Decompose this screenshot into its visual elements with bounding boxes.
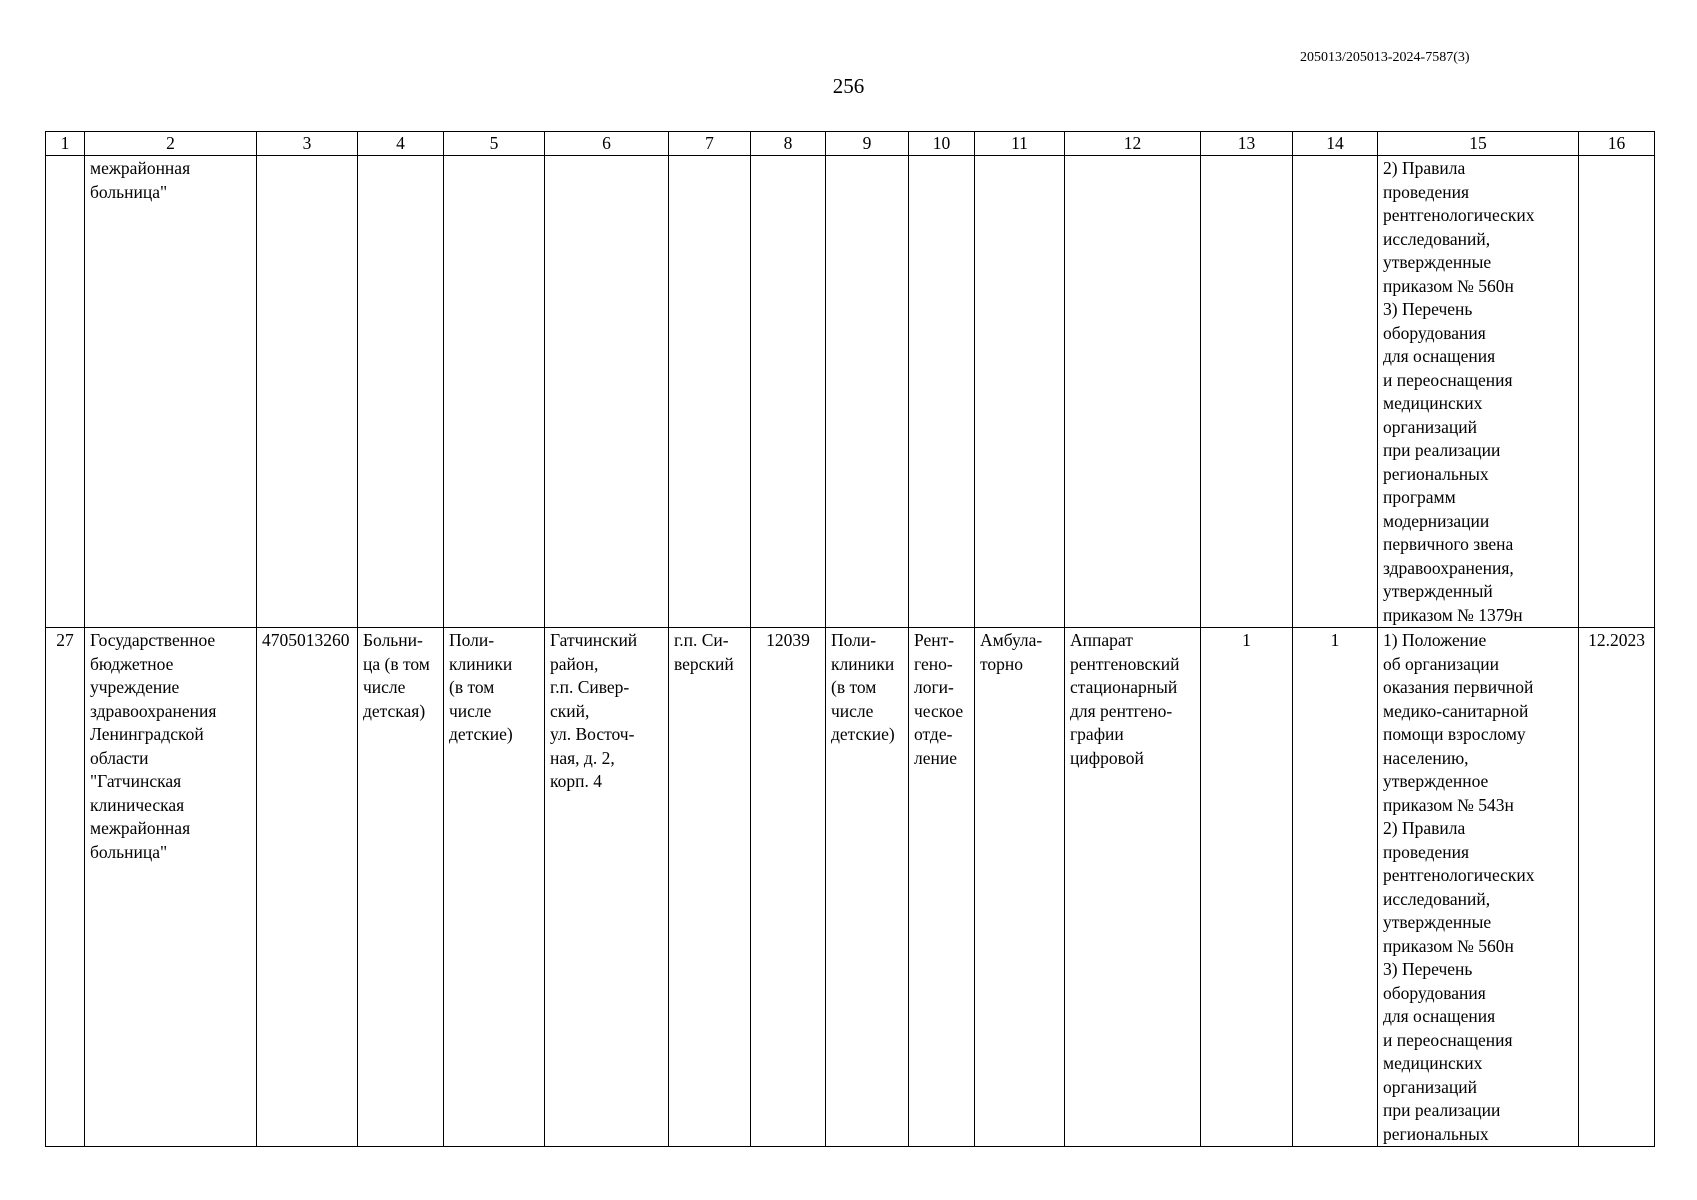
cell-text-line: утвержденное <box>1383 771 1489 791</box>
organization-name-cell <box>85 156 257 628</box>
cell-empty <box>826 156 909 628</box>
organization-name-cell <box>85 628 257 1147</box>
header-cell: 1 <box>46 132 85 156</box>
cell-empty <box>1201 156 1293 628</box>
cell-text-line: оборудования <box>1383 982 1486 1003</box>
cell-text-line: район, <box>550 653 599 674</box>
cell-text-line: логи- <box>914 677 954 697</box>
cell-text-line: графии <box>1070 724 1124 744</box>
cell-text-line: организаций <box>1383 416 1477 437</box>
cell-text-line: рентгенологических <box>1383 865 1535 885</box>
cell-text-line: области <box>90 747 149 768</box>
header-cell: 7 <box>669 132 751 156</box>
cell-text-line: Гатчинский <box>550 630 638 650</box>
table-row-27 <box>46 628 1655 1147</box>
department-type-cell <box>444 628 545 1147</box>
regulations-cell <box>1378 156 1579 628</box>
cell-text-line: ная, д. 2, <box>550 747 615 768</box>
cell-text-line: ческое <box>914 700 964 721</box>
cell-text-line: клиническая <box>90 794 185 815</box>
cell-text-line: верский <box>674 653 734 674</box>
cell-text-line: 1) Положение <box>1383 630 1487 650</box>
cell-empty <box>1293 156 1378 628</box>
cell-text-line: детские) <box>449 724 513 744</box>
cell-text-line: клиники <box>449 653 513 674</box>
header-cell: 8 <box>751 132 826 156</box>
cell-text-line: числе <box>449 700 492 721</box>
cell-text-line: клиники <box>831 653 895 674</box>
cell-text-line: (в том <box>449 677 495 697</box>
cell-text-line: торно <box>980 653 1024 674</box>
header-cell: 6 <box>545 132 669 156</box>
cell-text-line: г.п. Сивер- <box>550 677 630 697</box>
cell-empty <box>751 156 826 628</box>
header-cell: 2 <box>85 132 257 156</box>
cell-text-line: корп. 4 <box>550 771 602 791</box>
cell-text-line: исследований, <box>1383 228 1491 249</box>
header-cell: 5 <box>444 132 545 156</box>
header-cell: 10 <box>909 132 975 156</box>
cell-text-line: и переоснащения <box>1383 1029 1513 1050</box>
quantity-cell: 1 <box>1293 628 1378 1147</box>
date-cell: 12.2023 <box>1579 628 1655 1147</box>
cell-text-line: детская) <box>363 700 426 721</box>
cell-text-line: региональных <box>1383 463 1489 484</box>
register-table <box>45 131 1655 1147</box>
cell-text-line: ский, <box>550 700 590 721</box>
cell-text-line: для оснащения <box>1383 1006 1496 1026</box>
cell-text-line: (в том <box>831 677 877 697</box>
header-cell: 11 <box>975 132 1065 156</box>
cell-text-line: г.п. Си- <box>674 630 729 650</box>
cell-text-line: ление <box>914 747 957 768</box>
cell-text-line: Аппарат <box>1070 630 1133 650</box>
cell-text-line: Поли- <box>831 630 877 650</box>
cell-empty <box>1579 156 1655 628</box>
cell-text-line: помощи взрослому <box>1383 724 1526 744</box>
cell-text-line: 3) Перечень <box>1383 299 1473 319</box>
cell-empty <box>909 156 975 628</box>
row-number-cell: 27 <box>46 628 85 1147</box>
cell-text-line: 3) Перечень <box>1383 959 1473 979</box>
header-cell: 16 <box>1579 132 1655 156</box>
cell-text-line: цифровой <box>1070 747 1144 768</box>
cell-empty <box>358 156 444 628</box>
cell-text-line: при реализации <box>1383 1100 1501 1120</box>
cell-text-line: гено- <box>914 653 953 674</box>
quantity-cell: 1 <box>1201 628 1293 1147</box>
cell-text-line: Амбула- <box>980 630 1043 650</box>
cell-text-line: ца (в том <box>363 653 430 674</box>
cell-text-line: об организации <box>1383 653 1499 674</box>
cell-text-line: отде- <box>914 724 953 744</box>
cell-text-line: числе <box>831 700 874 721</box>
header-cell: 4 <box>358 132 444 156</box>
locality-cell <box>669 628 751 1147</box>
cell-text-line: бюджетное <box>90 653 174 674</box>
cell-empty <box>669 156 751 628</box>
cell-text-line: программ <box>1383 487 1456 507</box>
cell-text-line: приказом № 560н <box>1383 275 1514 296</box>
cell-text-line: для оснащения <box>1383 346 1496 366</box>
header-cell: 12 <box>1065 132 1201 156</box>
population-cell: 12039 <box>751 628 826 1147</box>
care-form-cell <box>975 628 1065 1147</box>
cell-text-line: модернизации <box>1383 510 1490 531</box>
equipment-cell <box>1065 628 1201 1147</box>
cell-text-line: Государственное <box>90 630 216 650</box>
cell-empty <box>1065 156 1201 628</box>
cell-text-line: "Гатчинская <box>90 771 182 791</box>
cell-text-line: при реализации <box>1383 440 1501 460</box>
regulations-cell <box>1378 628 1579 1147</box>
address-cell <box>545 628 669 1147</box>
cell-text-line: числе <box>363 677 406 697</box>
cell-empty <box>444 156 545 628</box>
cell-text-line: населению, <box>1383 747 1469 768</box>
cell-text-line: 2) Правила <box>1383 818 1466 838</box>
header-cell: 14 <box>1293 132 1378 156</box>
cell-text-line: проведения <box>1383 181 1470 202</box>
cell-empty <box>975 156 1065 628</box>
cell-text-line: утвержденный <box>1383 581 1493 601</box>
cell-text-line: медико-санитарной <box>1383 700 1529 721</box>
cell-text-line: больница" <box>90 841 168 862</box>
cell-text-line: ул. Восточ- <box>550 724 635 744</box>
cell-text-line: медицинских <box>1383 1053 1483 1073</box>
cell-text-line: проведения <box>1383 841 1470 862</box>
cell-text-line: Ленинградской <box>90 724 204 744</box>
cell-text-line: Поли- <box>449 630 495 650</box>
department-cell <box>909 628 975 1147</box>
cell-text-line: первичного звена <box>1383 534 1514 554</box>
page-number: 256 <box>832 74 865 98</box>
header-cell: 15 <box>1378 132 1579 156</box>
cell-text-line: здравоохранения <box>90 700 217 721</box>
cell-empty <box>257 156 358 628</box>
cell-text-line: здравоохранения, <box>1383 557 1514 578</box>
cell-text-line: приказом № 1379н <box>1383 604 1523 625</box>
cell-text-line: межрайонная <box>90 158 191 178</box>
cell-text-line: для рентгено- <box>1070 700 1173 721</box>
unit-type-cell <box>826 628 909 1147</box>
cell-text-line: Рент- <box>914 630 955 650</box>
cell-text-line: исследований, <box>1383 888 1491 909</box>
cell-text-line: приказом № 560н <box>1383 935 1514 956</box>
cell-text-line: рентгенологических <box>1383 205 1535 225</box>
cell-text-line: утвержденные <box>1383 912 1492 932</box>
header-cell: 9 <box>826 132 909 156</box>
document-id: 205013/205013-2024-7587(3) <box>1300 50 1470 65</box>
cell-text-line: межрайонная <box>90 818 191 838</box>
header-cell: 3 <box>257 132 358 156</box>
table-row-continued <box>46 156 1655 628</box>
inn-cell: 4705013260 <box>257 628 358 1147</box>
cell-text-line: больница" <box>90 181 168 202</box>
cell-text-line: Больни- <box>363 630 423 650</box>
cell-text-line: и переоснащения <box>1383 369 1513 390</box>
cell-text-line: приказом № 543н <box>1383 794 1514 815</box>
cell-text-line: рентгеновский <box>1070 653 1180 674</box>
cell-text-line: учреждение <box>90 677 180 697</box>
cell-text-line: организаций <box>1383 1076 1477 1097</box>
cell-text-line: оказания первичной <box>1383 677 1534 697</box>
cell-text-line: 2) Правила <box>1383 158 1466 178</box>
cell-text-line: региональных <box>1383 1123 1489 1144</box>
column-number-row <box>46 132 1655 156</box>
facility-type-cell <box>358 628 444 1147</box>
cell-text-line: детские) <box>831 724 895 744</box>
cell-empty <box>545 156 669 628</box>
cell-text-line: утвержденные <box>1383 252 1492 272</box>
cell-text-line: оборудования <box>1383 322 1486 343</box>
cell-text-line: стационарный <box>1070 677 1178 697</box>
cell-empty <box>46 156 85 628</box>
header-cell: 13 <box>1201 132 1293 156</box>
cell-text-line: медицинских <box>1383 393 1483 413</box>
